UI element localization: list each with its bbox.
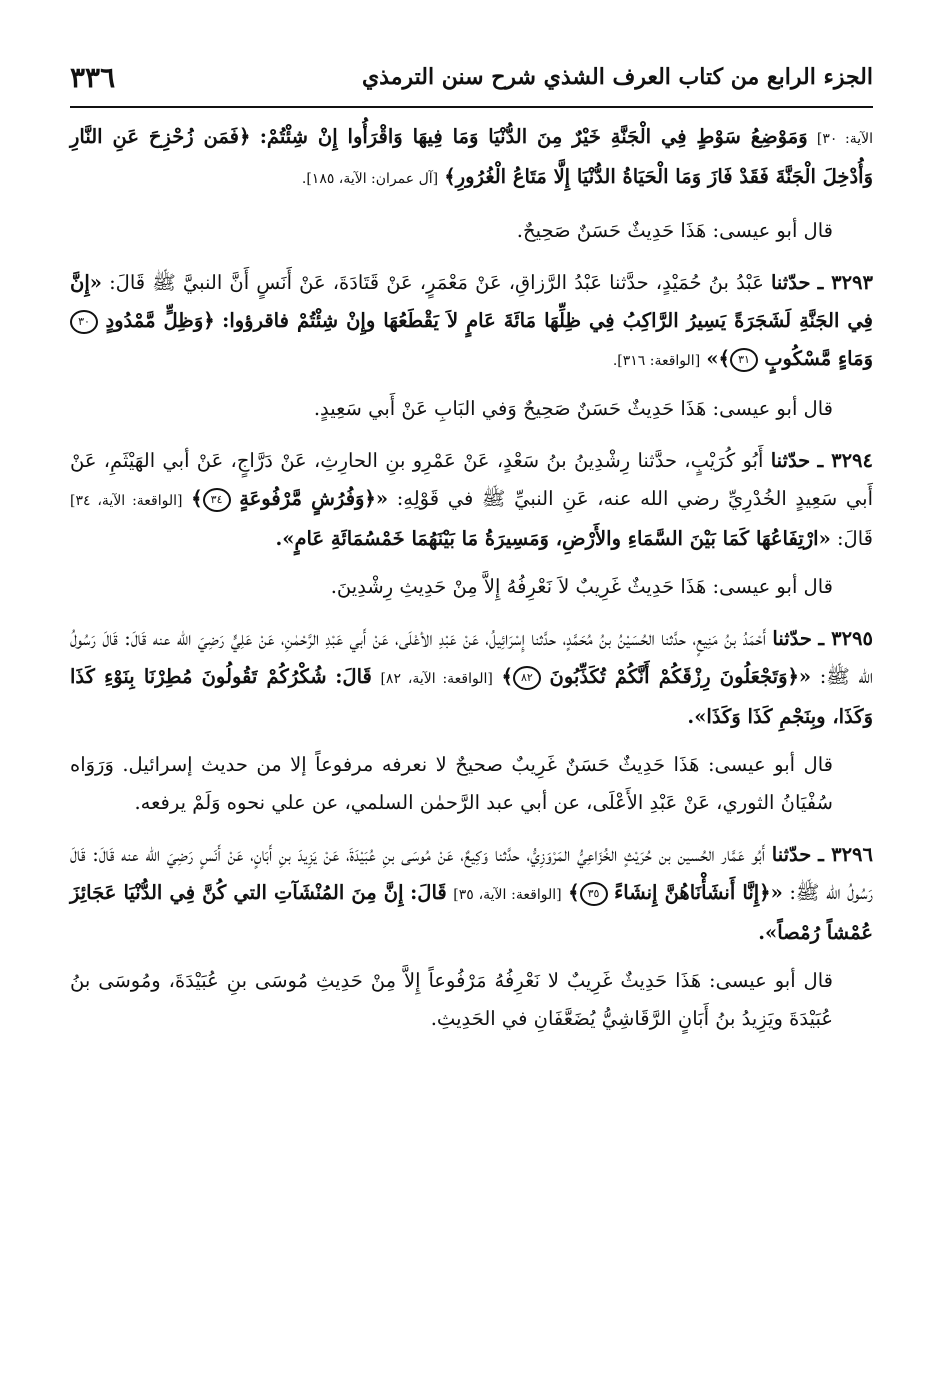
verdict-paragraph xyxy=(70,746,873,822)
page-number: ٣٣٦ xyxy=(70,60,116,94)
verdict-paragraph xyxy=(70,568,873,606)
verdict-paragraph xyxy=(70,390,873,428)
ayah-number-mark: ٣٠ xyxy=(70,310,98,334)
isnad-text: أَبُو عَمَّار الحُسين بن حُرَيْثٍ الخُزَاعِيُّ المَرْوَزِيُّ، حدَّثنا وَكِيعٌ، عَنْ مُوسَى بنِ عُبَيْدَةَ، عَنْ يَزِيدَ بنِ أَبَانٍ، عَنْ أَنَسٍ رَضِيَ الله عنه قَالَ: قَالَ رَسُولُ الله ﷺ: xyxy=(70,843,874,904)
hadith-paragraph xyxy=(70,836,873,952)
header-rule xyxy=(70,106,873,108)
page-content xyxy=(70,118,873,1052)
reference: الآية: ٣٠] xyxy=(816,131,873,147)
ayah-number-mark: ٨٢ xyxy=(513,666,541,690)
continuation-paragraph xyxy=(70,118,873,198)
hadith-paragraph xyxy=(70,264,873,380)
hadith-opener: حدّثنا xyxy=(771,843,812,866)
verdict-lead: قال أبو عيسى: xyxy=(712,397,833,420)
quran-quote: «﴿وَتَجْعَلُونَ رِزْقَكُمْ أَنَّكُمْ تُكَذِّبُونَ xyxy=(549,665,812,688)
quran-quote: ﴿فَمَن زُحْزِحَ عَنِ النَّارِ وَأُدْخِلَ الْجَنَّةَ فَقَدْ فَازَ وَمَا الْحَيَاةُ الدُّنْيَا إِلَّا مَتَاعُ الْغُرُورِ﴾ xyxy=(70,125,873,188)
said-text: قَالَ: xyxy=(836,527,873,550)
reference: [الواقعة: ٣١٦]. xyxy=(612,353,701,369)
hadith-number: ٣٢٩٣ ـ xyxy=(817,271,873,294)
verdict-lead: قال أبو عيسى: xyxy=(709,969,833,992)
quran-quote: «﴿إِنَّا أَنشَأْنَاهُنَّ إِنشَاءً xyxy=(614,881,783,904)
verdict-lead: قال أبو عيسى: xyxy=(707,753,833,776)
hadith-number: ٣٢٩٦ ـ xyxy=(818,843,874,866)
quran-close: ﴾ xyxy=(501,665,513,688)
verdict-lead: قال أبو عيسى: xyxy=(712,219,833,242)
quran-close: ﴾ xyxy=(568,881,580,904)
hadith-number: ٣٢٩٥ ـ xyxy=(818,627,873,650)
quran-quote: «﴿وَفُرُشٍ مَّرْفُوعَةٍ xyxy=(239,487,389,510)
hadith-opener: حدّثنا xyxy=(770,271,811,294)
verdict-text: هَذَا حَدِيثٌ حَسَنٌ غَرِيبٌ صحيحٌ لا نعرفه مرفوعاً إلا من حديث إسرائيل. وَرَوَاه سُفْيَانُ الثوري، عَنْ عَبْدِ الأَعْلَى، عن أبي عبد الرَّحمٰن السلمي، عن علي نحوه وَلَمْ يرفعه. xyxy=(70,753,833,814)
reference: [الواقعة: الآية، ٣٤] xyxy=(70,493,183,509)
quran-close: ﴾ xyxy=(191,487,203,510)
verdict-text: هَذَا حَدِيثٌ غَرِيبٌ لا نَعْرِفُهُ مَرْفُوعاً إِلاَّ مِنْ حَدِيثِ مُوسَى بنِ عُبَيْدَةَ، ومُوسَى بنُ عُبَيْدَةَ ويَزِيدُ بنُ أَبَانٍ الرَّقَاشِيُّ يُضَعَّفَانِ في الحَدِيثِ. xyxy=(70,969,833,1030)
reference: [آل عمران: الآية، ١٨٥]. xyxy=(301,171,439,187)
verdict-text: هَذَا حَدِيثٌ حَسَنٌ صَحِيحٌ وَفي البَابِ عَنْ أَبي سَعِيدٍ. xyxy=(313,397,707,420)
isnad-text: أَحْمَدُ بنُ مَنِيعٍ، حدَّثنا الحُسَيْنُ بنُ مُحَمَّدٍ، حدَّثنا إِسْرَائِيلُ، عَنْ عَبْدِ الأعْلَى، عَنْ أَبي عَبْدِ الرَّحْمٰنِ، عَنْ عَلِيٍّ رَضِيَ الله عنه قَالَ: قَالَ رَسُولُ الله ﷺ: xyxy=(70,627,873,688)
matn-text: وَمَوْضِعُ سَوْطٍ فِي الْجَنَّةِ خَيْرٌ مِنَ الدُّنْيَا وَمَا فِيهَا وَاقْرَأُوا إِنْ شِئْتُمْ: xyxy=(259,125,808,148)
hadith-opener: حدّثنا xyxy=(770,449,811,472)
ayah-number-mark: ٣٥ xyxy=(580,882,608,906)
hadith-paragraph xyxy=(70,620,873,736)
matn-text: «ارْتِفَاعُهَا كَمَا بَيْنَ السَّمَاءِ والأَرْضِ، وَمَسِيرَةُ مَا بَيْنَهُمَا خَمْسُمَائَةِ عَامٍ». xyxy=(275,527,831,550)
quran-quote: ﴿وَظِلٍّ مَّمْدُودٍ xyxy=(105,309,215,332)
hadith-paragraph xyxy=(70,442,873,558)
ayah-number-mark: ٣٤ xyxy=(203,488,231,512)
verdict-paragraph xyxy=(70,212,873,250)
verdict-text: هَذَا حَدِيثٌ حَسَنٌ صَحِيحٌ. xyxy=(516,219,707,242)
running-header xyxy=(70,52,873,102)
matn-text: شُكْرُكُمْ تَقُولُونَ مُطِرْنَا بِنَوْءِ كَذَا وَكَذَا، وبِنَجْمِ كَذَا وَكَذَا». xyxy=(70,665,873,728)
hadith-number: ٣٢٩٤ ـ xyxy=(817,449,873,472)
reference: [الواقعة: الآية، ٣٥] xyxy=(453,887,562,903)
verdict-text: هَذَا حَدِيثٌ غَرِيبٌ لاَ نَعْرِفُهُ إِلاَّ مِنْ حَدِيثِ رِشْدِينَ. xyxy=(330,575,707,598)
reference: [الواقعة: الآية، ٨٢] xyxy=(380,671,493,687)
isnad-text: عَبْدُ بنُ حُمَيْدٍ، حدَّثنا عَبْدُ الرَّزاقِ، عَنْ مَعْمَرٍ، عَنْ قَتَادَةَ، عَنْ أَنَسٍ أَنَّ النبيَّ ﷺ قَالَ: xyxy=(109,271,764,294)
verdict-paragraph xyxy=(70,962,873,1038)
ayah-number-mark: ٣١ xyxy=(730,348,758,372)
said-text: قَالَ: xyxy=(335,665,372,688)
isnad-text: أَبُو كُرَيْبٍ، حدَّثنا رِشْدِينُ بنُ سَعْدٍ، عَنْ عَمْرِو بنِ الحارِثِ، عَنْ دَرَّاجٍ، عَنْ أبي الهَيْثَمِ، عَنْ أَبي سَعِيدٍ الخُدْرِيِّ رضي الله عنه، عَنِ النبيِّ ﷺ في قَوْلِهِ: xyxy=(70,449,873,510)
matn-text: «إِنَّ فِي الجَنَّةِ لَشَجَرَةً يَسِيرُ الرَّاكِبُ فِي ظِلِّهَا مَائَةَ عَامٍ لاَ يَقْطَعُهَا وإِنْ شِئْتُمْ فاقرؤوا: xyxy=(70,271,873,332)
quran-quote: وَمَاءٍ مَّسْكُوبٍ xyxy=(764,347,873,370)
header-title: الجزء الرابع من كتاب العرف الشذي شرح سنن الترمذي xyxy=(361,64,873,90)
quran-close: ﴾» xyxy=(706,347,730,370)
matn-text: إِنَّ مِنَ المُنْشَآتِ التي كُنَّ فِي الدُّنْيَا عَجَائِزَ عُمْشاً رُمْصاً». xyxy=(70,881,873,944)
said-text: قَالَ: xyxy=(410,881,447,904)
verdict-lead: قال أبو عيسى: xyxy=(712,575,833,598)
hadith-opener: حدّثنا xyxy=(772,627,812,650)
